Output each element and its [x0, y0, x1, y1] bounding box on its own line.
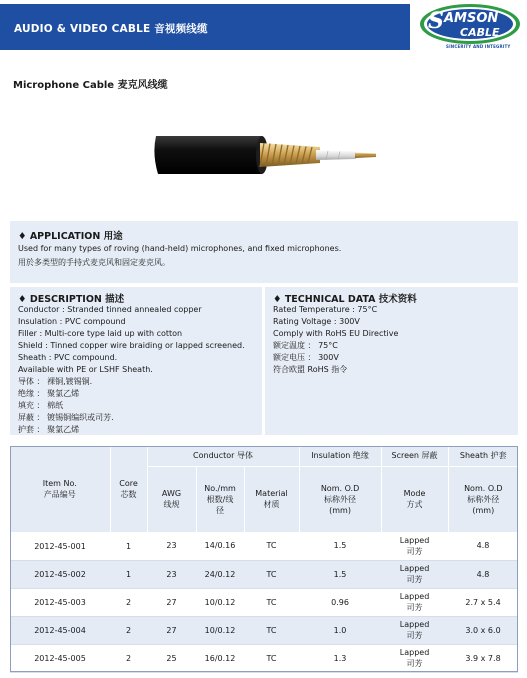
description-line: 护套 ： 聚氯乙烯 — [18, 425, 80, 434]
logo-text-bottom: CABLE — [460, 26, 500, 39]
description-title: ♦ DESCRIPTION 描述 — [18, 294, 125, 305]
cell-strand: 24/0.12 — [196, 560, 244, 588]
header-item: Item No. 产品编号 — [10, 446, 110, 532]
description-line: 绝缘 ： 聚氯乙烯 — [18, 389, 80, 398]
logo-letter: S — [428, 8, 444, 34]
cell-material: TC — [244, 532, 299, 560]
cell-awg: 23 — [147, 532, 196, 560]
technical-line: 额定电压 ： 300V — [273, 353, 339, 362]
cell-screen: Lapped 司芳 — [381, 644, 448, 672]
cell-strand: 10/0.12 — [196, 588, 244, 616]
cell-insulation: 1.0 — [299, 616, 381, 644]
product-title: Microphone Cable 麦克风线缆 — [13, 80, 168, 91]
spec-table — [10, 446, 518, 673]
application-title: ♦ APPLICATION 用途 — [18, 231, 123, 242]
cell-core: 2 — [110, 644, 147, 672]
technical-line: 额定温度 ： 75°C — [273, 341, 338, 350]
cell-strand: 16/0.12 — [196, 644, 244, 672]
description-line: Conductor : Stranded tinned annealed copper — [18, 305, 202, 314]
technical-panel — [265, 287, 518, 435]
table-row — [10, 532, 518, 560]
cell-awg: 27 — [147, 588, 196, 616]
cell-insulation: 1.5 — [299, 532, 381, 560]
description-line: Insulation : PVC compound — [18, 317, 126, 326]
description-line: 填充 ： 棉纸 — [18, 401, 64, 410]
header-insulation-od: Nom. O.D 标称外径 (mm) — [299, 466, 381, 532]
table-row — [10, 560, 518, 588]
header-title: AUDIO & VIDEO CABLE 音视频线缆 — [14, 23, 208, 35]
description-line: Sheath : PVC compound. — [18, 353, 118, 362]
cell-item: 2012-45-005 — [10, 644, 110, 672]
cell-screen: Lapped 司芳 — [381, 560, 448, 588]
header-insulation: Insulation 绝缘 — [299, 446, 381, 466]
cell-sheath: 4.8 — [448, 560, 518, 588]
cell-sheath: 2.7 x 5.4 — [448, 588, 518, 616]
header-screen: Screen 屏蔽 — [381, 446, 448, 466]
description-line: Shield : Tinned copper wire braiding or lapped screened. — [18, 341, 245, 350]
table-row — [10, 644, 518, 672]
application-line: Used for many types of roving (hand-held) microphones, and fixed microphones. — [18, 244, 342, 253]
cell-screen: Lapped 司芳 — [381, 532, 448, 560]
cell-item: 2012-45-004 — [10, 616, 110, 644]
header-awg: AWG 线规 — [147, 466, 196, 532]
cell-insulation: 0.96 — [299, 588, 381, 616]
description-line: Filler : Multi-core type laid up with cotton — [18, 329, 183, 338]
cell-strand: 10/0.12 — [196, 616, 244, 644]
logo-text-top: AMSON — [444, 11, 499, 26]
cell-core: 1 — [110, 560, 147, 588]
cell-insulation: 1.5 — [299, 560, 381, 588]
table-row — [10, 616, 518, 644]
spec-table-wrap — [10, 446, 518, 672]
cell-awg: 27 — [147, 616, 196, 644]
logo-tagline: SINCERITY AND INTEGRITY — [446, 44, 511, 49]
technical-line: 符合欧盟 RoHS 指令 — [273, 365, 348, 374]
cell-insulation: 1.3 — [299, 644, 381, 672]
table-row — [10, 588, 518, 616]
application-panel — [10, 221, 518, 283]
cell-item: 2012-45-001 — [10, 532, 110, 560]
header-strand: No./mm 根数/线 径 — [196, 466, 244, 532]
cell-awg: 25 — [147, 644, 196, 672]
header-screen-mode: Mode 方式 — [381, 466, 448, 532]
cell-material: TC — [244, 560, 299, 588]
cell-sheath: 3.0 x 6.0 — [448, 616, 518, 644]
technical-title: ♦ TECHNICAL DATA 技术资料 — [273, 294, 417, 305]
technical-line: Comply with RoHS EU Directive — [273, 329, 399, 338]
cell-awg: 23 — [147, 560, 196, 588]
cell-sheath: 4.8 — [448, 532, 518, 560]
header-sheath: Sheath 护套 — [448, 446, 518, 466]
cell-material: TC — [244, 588, 299, 616]
technical-line: Rated Temperature : 75°C — [273, 305, 378, 314]
cell-screen: Lapped 司芳 — [381, 588, 448, 616]
cell-core: 2 — [110, 616, 147, 644]
description-panel — [10, 287, 262, 435]
cell-core: 2 — [110, 588, 147, 616]
technical-line: Rating Voltage : 300V — [273, 317, 360, 326]
cable-illustration — [150, 122, 380, 188]
header-sheath-od: Nom. O.D 标称外径 (mm) — [448, 466, 518, 532]
cell-core: 1 — [110, 532, 147, 560]
description-line: Available with PE or LSHF Sheath. — [18, 365, 153, 374]
header-conductor: Conductor 导体 — [147, 446, 299, 466]
description-line: 导体 ： 裸铜,镀锡铜. — [18, 377, 93, 386]
cell-material: TC — [244, 644, 299, 672]
cell-screen: Lapped 司芳 — [381, 616, 448, 644]
description-line: 屏蔽 ： 镀锡铜编织或司芳. — [18, 413, 114, 422]
cell-item: 2012-45-003 — [10, 588, 110, 616]
header-material: Material 材质 — [244, 466, 299, 532]
cell-item: 2012-45-002 — [10, 560, 110, 588]
application-line: 用於多类型的手持式麦克风和固定麦克风。 — [18, 258, 170, 267]
header-core: Core 芯数 — [110, 446, 147, 532]
cell-material: TC — [244, 616, 299, 644]
cell-strand: 14/0.16 — [196, 532, 244, 560]
page-header — [0, 0, 527, 62]
cell-sheath: 3.9 x 7.8 — [448, 644, 518, 672]
